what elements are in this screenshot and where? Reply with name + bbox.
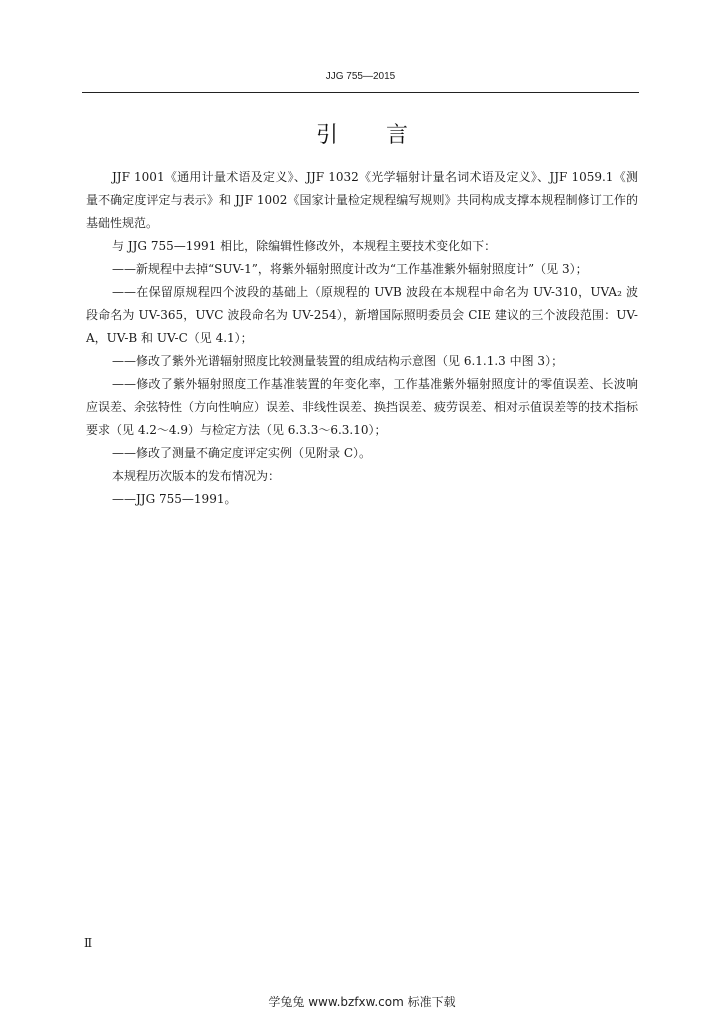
standard-code: JJG 755—2015 <box>325 71 396 82</box>
paragraph: ——修改了紫外辐射照度工作基准装置的年变化率，工作基准紫外辐射照度计的零值误差、长波响应误差、余弦特性（方向性响应）误差、非线性误差、换挡误差、疲劳误差、相对示值误差等的技术指标要求（见 4.2～4.9）与检定方法（见 6.3.3～6.3.10）； <box>86 377 639 437</box>
paragraph: 与 JJG 755—1991 相比，除编辑性修改外，本规程主要技术变化如下： <box>112 239 497 253</box>
body-text <box>86 166 638 511</box>
paragraph: ——新规程中去掉“SUV-1”，将紫外辐射照度计改为“工作基准紫外辐射照度计”（见 3）； <box>112 262 588 276</box>
paragraph: ——JJG 755—1991。 <box>112 492 237 506</box>
paragraph: ——修改了紫外光谱辐射照度比较测量装置的组成结构示意图（见 6.1.1.3 中图 3）； <box>112 354 564 368</box>
paragraph: ——在保留原规程四个波段的基础上（原规程的 UVB 波段在本规程中命名为 UV-310，UVA₂ 波段命名为 UV-365，UVC 波段命名为 UV-254），新增国际照明委员会 CIE 建议的三个波段范围：UV-A，UV-B 和 UV-C（见 4.1）； <box>86 285 638 345</box>
footer-watermark: 学兔兔 www.bzfxw.com 标准下载 <box>268 995 456 1009</box>
paragraph: JJF 1001《通用计量术语及定义》、JJF 1032《光学辐射计量名词术语及定义》、JJF 1059.1《测量不确定度评定与表示》和 JJF 1002《国家计量检定规程编写规则》共同构成支撑本规程制修订工作的基础性规范。 <box>86 170 638 230</box>
page-title: 引言 <box>315 123 456 148</box>
paragraph: 本规程历次版本的发布情况为： <box>112 469 281 483</box>
running-header <box>82 70 639 93</box>
paragraph: ——修改了测量不确定度评定实例（见附录 C）。 <box>112 446 371 460</box>
page-number: Ⅱ <box>84 936 93 950</box>
